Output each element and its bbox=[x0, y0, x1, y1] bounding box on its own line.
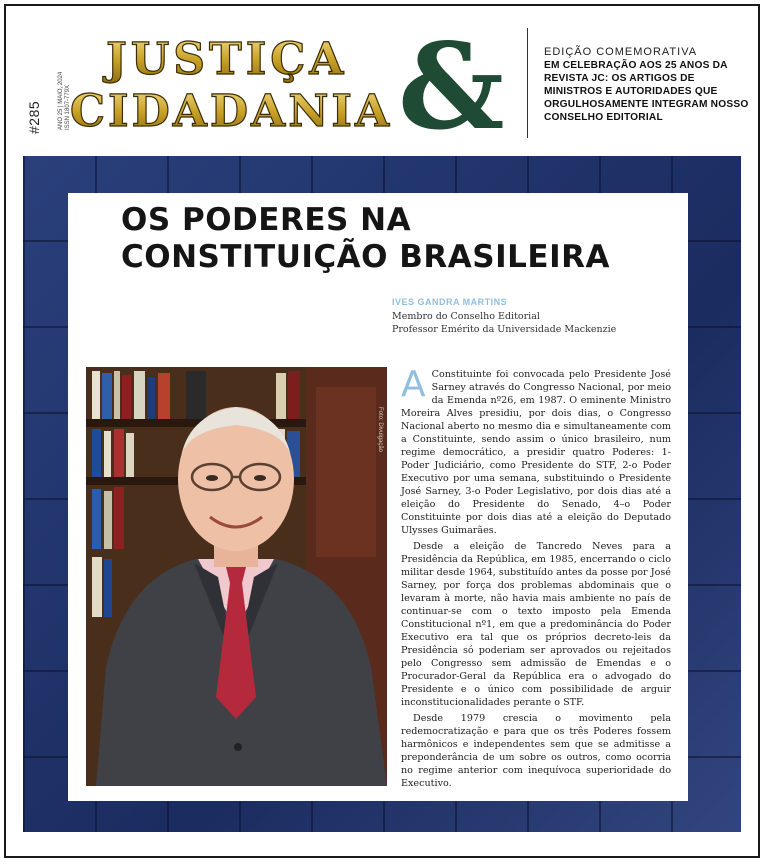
edition-kicker: EDIÇÃO COMEMORATIVA bbox=[544, 46, 698, 58]
author-photo bbox=[86, 367, 387, 786]
logo-ampersand: & bbox=[398, 28, 505, 132]
author-role-2: Professor Emérito da Universidade Mackenzie bbox=[392, 324, 617, 335]
issue-meta-issn: ISSN 1807-779X bbox=[65, 84, 71, 130]
edition-note bbox=[544, 46, 754, 124]
paragraph-1-text: Constituinte foi convocada pelo Presidente José Sarney através do Congresso Nacional, por meio da Emenda nº26, em 1987. O eminente Ministro Moreira Alves presidiu, por dois dias, o Congresso Nacional aberto no mesmo dia e simultaneamente com a Constituinte, sendo assim o único brasileiro, num regime democrático, a presidir quatro Poderes: 1-Poder Judiciário, como Presidente do STF, 2-o Poder Executivo por uma semana, substituindo o Presidente José Sarney, 3-o Poder Legislativo, por dois dias até a eleição do Presidente do Senado, 4–o Poder Constituinte por dois dias até a eleição do Deputado Ulysses Guimarães. bbox=[401, 369, 671, 536]
author-role-1: Membro do Conselho Editorial bbox=[392, 311, 540, 322]
header-divider bbox=[527, 28, 528, 138]
logo-cidadania: CIDADANIA bbox=[70, 86, 393, 132]
paragraph-2: Desde a eleição de Tancredo Neves para a Presidência da República, em 1985, encerrando o ciclo militar desde 1964, substituído antes da posse por José Sarney, por força dos problemas abdominais que o levaram à morte, não havia mais ambiente no país de continuar-se com o texto imposto pela Emenda Constitucional nº1, em que a predominância do Poder Executivo era tal que os próprios decreto-leis da Presidência só poderiam ser aprovados ou rejeitados pelo Congresso sem admissão de Emendas e o Procurador-Geral da República era o advogado do Presidente e o único com possibilidade de arguir inconstitucionalidades perante o STF. bbox=[401, 541, 671, 708]
photo-credit: Foto: Divulgação bbox=[377, 407, 383, 453]
issue-number: #285 bbox=[26, 100, 42, 134]
edition-description: EM CELEBRAÇÃO AOS 25 ANOS DA REVISTA JC: OS ARTIGOS DE MINISTROS E AUTORIDADES QUE ORGULHOSAMENTE INTEGRAM NOSSO CONSELHO EDITORIAL bbox=[544, 60, 749, 123]
headline-line-1: OS PODERES NA bbox=[121, 202, 412, 238]
article-body bbox=[401, 364, 671, 793]
article-headline bbox=[121, 202, 610, 276]
drop-cap: A bbox=[401, 364, 426, 405]
paragraph-3: Desde 1979 crescia o movimento pela redemocratização e para que os três Poderes fossem harmônicos e independentes sem que se admitisse a preponderância de um sobre os outros, como ocorria no regime anterior com inequívoca superioridade do Executivo. bbox=[401, 713, 671, 789]
issue-meta-date: ANO 25 | MAIO, 2024 bbox=[58, 71, 64, 130]
paragraph-1 bbox=[401, 364, 671, 537]
logo-justica: JUSTIÇA bbox=[106, 34, 348, 85]
headline-line-2: CONSTITUIÇÃO BRASILEIRA bbox=[121, 239, 610, 275]
magazine-logo bbox=[66, 28, 514, 132]
author-name: IVES GANDRA MARTINS bbox=[392, 297, 508, 307]
